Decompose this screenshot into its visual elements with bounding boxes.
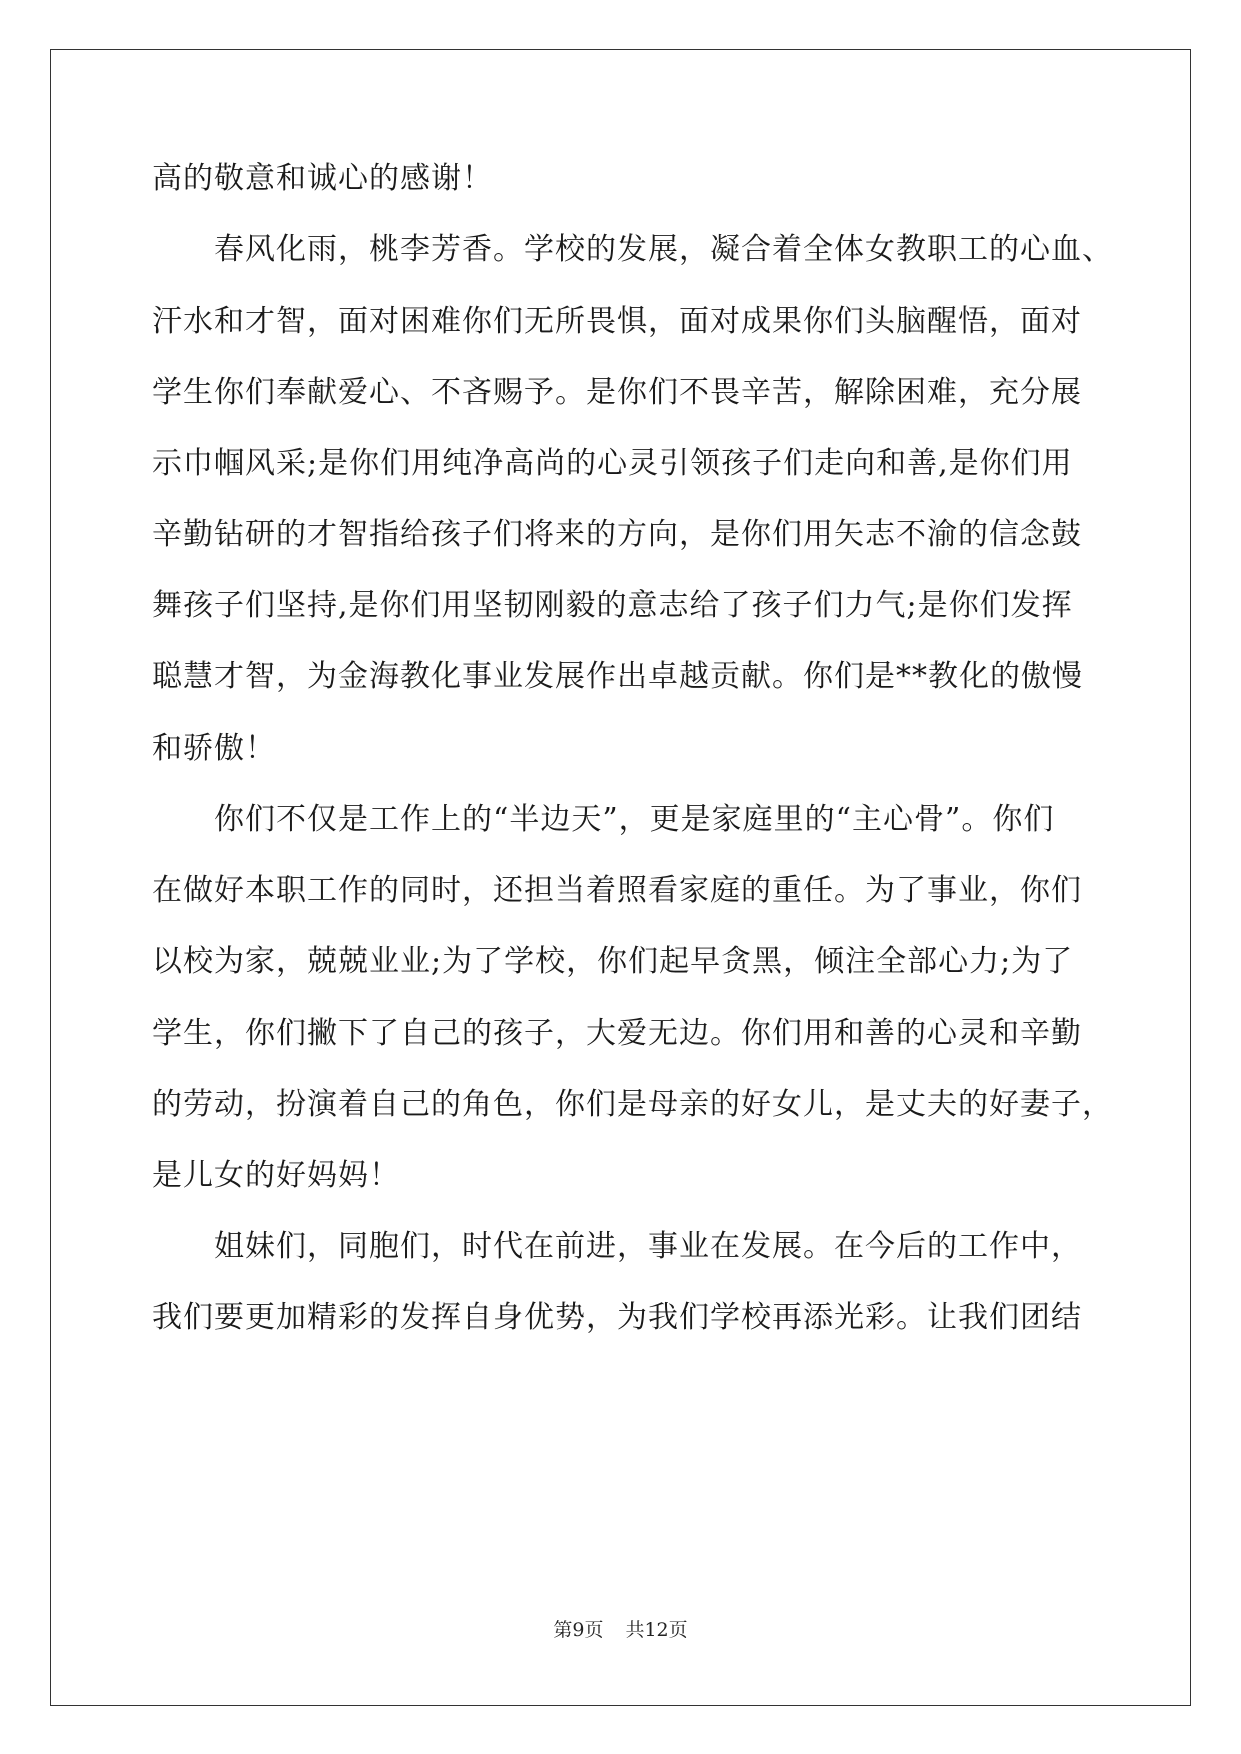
- page-total: 共12页: [625, 1619, 688, 1641]
- text-line: 示巾帼风采;是你们用纯净高尚的心灵引领孩子们走向和善,是你们用: [152, 446, 1073, 481]
- text-line: 高的敬意和诚心的感谢！: [152, 161, 493, 196]
- text-line: 汗水和才智，面对困难你们无所畏惧，面对成果你们头脑醒悟，面对: [152, 304, 1082, 339]
- text-line: 学生你们奉献爱心、不吝赐予。是你们不畏辛苦，解除困难，充分展: [152, 375, 1082, 410]
- text-line: 以校为家，兢兢业业;为了学校，你们起早贪黑，倾注全部心力;为了: [152, 944, 1074, 979]
- text-line: 舞孩子们坚持,是你们用坚韧刚毅的意志给了孩子们力气;是你们发挥: [152, 588, 1073, 623]
- text-line: 春风化雨，桃李芳香。学校的发展，凝合着全体女教职工的心血、: [214, 232, 1113, 267]
- text-line: 聪慧才智，为金海教化事业发展作出卓越贡献。你们是**教化的傲慢: [152, 659, 1083, 694]
- text-line: 在做好本职工作的同时，还担当着照看家庭的重任。为了事业，你们: [152, 873, 1082, 908]
- text-line: 和骄傲！: [152, 731, 276, 766]
- text-line: 学生，你们撇下了自己的孩子，大爱无边。你们用和善的心灵和辛勤: [152, 1016, 1082, 1051]
- text-line: 你们不仅是工作上的“半边天”，更是家庭里的“主心骨”。你们: [214, 802, 1055, 837]
- text-line: 辛勤钻研的才智指给孩子们将来的方向，是你们用矢志不渝的信念鼓: [152, 517, 1082, 552]
- page-footer: [0, 1618, 1241, 1642]
- text-line: 是儿女的好妈妈！: [152, 1158, 400, 1193]
- text-line: 我们要更加精彩的发挥自身优势，为我们学校再添光彩。让我们团结: [152, 1300, 1082, 1335]
- page-number: 第9页: [553, 1619, 604, 1641]
- text-line: 的劳动，扮演着自己的角色，你们是母亲的好女儿，是丈夫的好妻子，: [152, 1087, 1113, 1122]
- text-line: 姐妹们，同胞们，时代在前进，事业在发展。在今后的工作中，: [214, 1229, 1082, 1264]
